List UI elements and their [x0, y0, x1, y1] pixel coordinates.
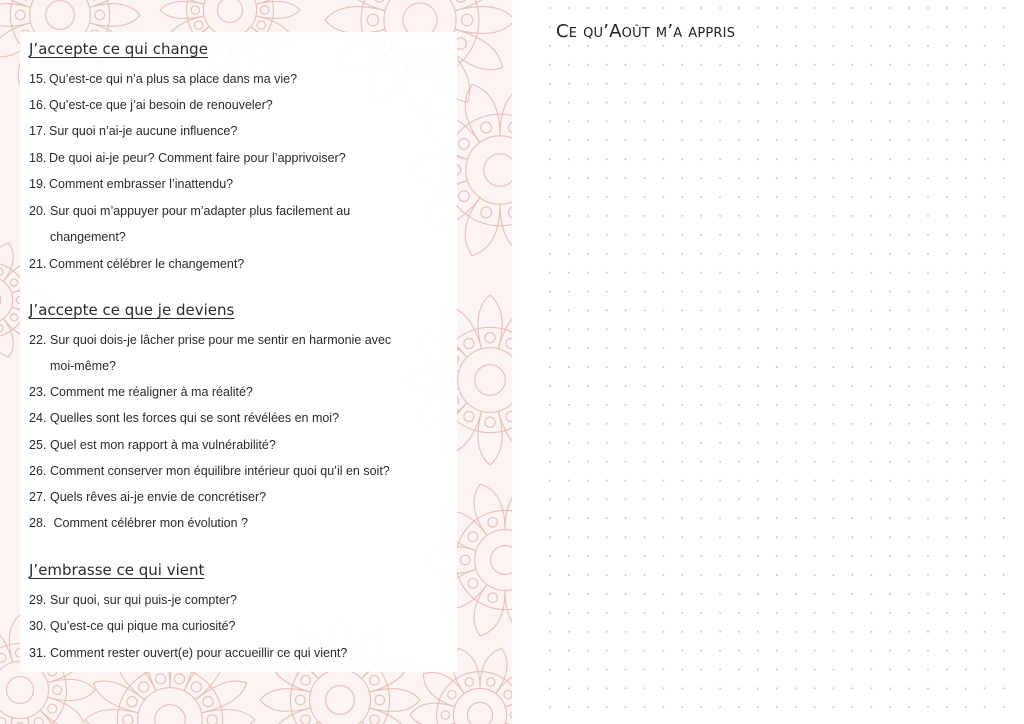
question-19: 19. Comment embrasser l’inattendu? [29, 177, 234, 191]
question-23: 23. Comment me réaligner à ma réalité? [29, 385, 253, 399]
question-25: 25. Quel est mon rapport à ma vulnérabilité? [29, 438, 276, 452]
question-18: 18. De quoi ai-je peur? Comment faire pour l’apprivoiser? [29, 151, 346, 165]
section-title-embrasse-vient: J’embrasse ce qui vient [29, 561, 205, 579]
question-21: 21. Comment célébrer le changement? [29, 257, 245, 271]
right-page [512, 0, 1024, 724]
question-24: 24. Quelles sont les forces qui se sont révélées en moi? [29, 411, 340, 425]
question-30: 30. Qu’est-ce qui pique ma curiosité? [29, 619, 236, 633]
notes-page-title: Ce qu’Août m’a appris [556, 21, 743, 42]
question-16: 16. Qu’est-ce que j’ai besoin de renouveler? [29, 98, 273, 112]
question-29: 29. Sur quoi, sur qui puis-je compter? [29, 593, 237, 607]
question-28: 28. Comment célébrer mon évolution ? [29, 516, 249, 530]
section-title-accepte-deviens: J’accepte ce que je deviens [29, 301, 235, 319]
question-27: 27. Quels rêves ai-je envie de concrétiser? [29, 490, 267, 504]
question-26: 26. Comment conserver mon équilibre intérieur quoi qu’il en soit? [29, 464, 390, 478]
question-15: 15. Qu’est-ce qui n’a plus sa place dans ma vie? [29, 72, 298, 86]
question-22: 22. Sur quoi dois-je lâcher prise pour me sentir en harmonie avec moi-même? [29, 333, 392, 373]
dot-grid-notes-area [512, 0, 1024, 724]
question-20: 20. Sur quoi m’appuyer pour m’adapter plus facilement au changement? [29, 204, 351, 244]
question-17: 17. Sur quoi n’ai-je aucune influence? [29, 124, 238, 138]
section-title-accepte-change: J’accepte ce qui change [29, 40, 208, 58]
question-31: 31. Comment rester ouvert(e) pour accueillir ce qui vient? [29, 646, 348, 660]
